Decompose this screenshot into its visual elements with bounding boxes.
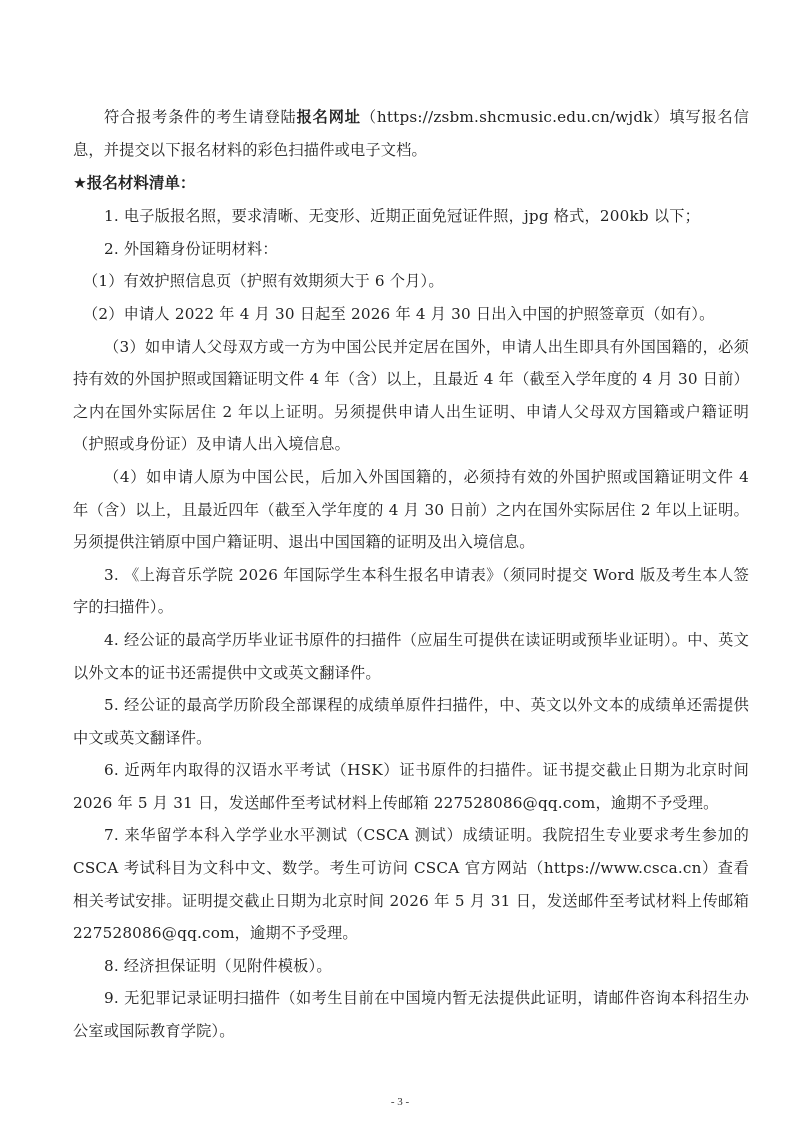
star-icon: ★ bbox=[73, 174, 87, 193]
list-item: 1. 电子版报名照，要求清晰、无变形、近期正面免冠证件照，jpg 格式，200kb 以下； bbox=[104, 207, 701, 226]
list-item: （1）有效护照信息页（护照有效期须大于 6 个月）。 bbox=[83, 272, 444, 291]
list-item: 8. 经济担保证明（见附件模板）。 bbox=[104, 956, 332, 975]
intro-prefix: 符合报考条件的考生请登陆 bbox=[104, 108, 297, 126]
intro-suffix: 填写报名信息，并提交以下报名材料的彩色扫描件或电子文档。 bbox=[73, 108, 749, 159]
list-item: 3. 《上海音乐学院 2026 年国际学生本科生报名申请表》（须同时提交 Word 版及考生本人签字的扫描件）。 bbox=[73, 565, 749, 617]
list-item: 4. 经公证的最高学历毕业证书原件的扫描件（应届生可提供在读证明或预毕业证明）。中、英文以外文本的证书还需提供中文或英文翻译件。 bbox=[73, 630, 749, 682]
intro-paragraph bbox=[73, 101, 749, 166]
heading-text: 报名材料清单： bbox=[86, 174, 196, 193]
registration-link-label[interactable]: 报名网址 bbox=[296, 108, 361, 126]
list-item: （4）如申请人原为中国公民，后加入外国国籍的，必须持有效的外国护照或国籍证明文件 4 年（含）以上，且最近四年（截至入学年度的 4 月 30 日前）之内在国外实际居住 2 年以上证明。另须提供注销原中国户籍证明、退出中国国籍的证明及出入境信息。 bbox=[73, 467, 749, 552]
list-item: （3）如申请人父母双方或一方为中国公民并定居在国外，申请人出生即具有外国国籍的，必须持有效的外国护照或国籍证明文件 4 年（含）以上，且最近 4 年（截至入学年度的 4 月 30 日前）之内在国外实际居住 2 年以上证明。另须提供申请人出生证明、申请人父母双方国籍或户籍证明（护照或身份证）及申请人出入境信息。 bbox=[73, 337, 749, 454]
list-item: 5. 经公证的最高学历阶段全部课程的成绩单原件扫描件，中、英文以外文本的成绩单还需提供中文或英文翻译件。 bbox=[73, 696, 749, 747]
list-item: 9. 无犯罪记录证明扫描件（如考生目前在中国境内暂无法提供此证明，请邮件咨询本科招生办公室或国际教育学院）。 bbox=[73, 989, 749, 1041]
registration-url[interactable]: （https://zsbm.shcmusic.edu.cn/wjdk） bbox=[360, 108, 670, 126]
list-item: 6. 近两年内取得的汉语水平考试（HSK）证书原件的扫描件。证书提交截止日期为北京时间 2026 年 5 月 31 日，发送邮件至考试材料上传邮箱 227528086@qq.com，逾期不予受理。 bbox=[73, 761, 749, 812]
list-item: 2. 外国籍身份证明材料： bbox=[104, 239, 278, 258]
page-number: - 3 - bbox=[390, 1096, 410, 1108]
materials-list-heading bbox=[73, 166, 749, 200]
document-body bbox=[73, 101, 749, 1048]
list-item: 7. 来华留学本科入学学业水平测试（CSCA 测试）成绩证明。我院招生专业要求考生参加的 CSCA 考试科目为文科中文、数学。考生可访问 CSCA 官方网站（https://www.csca.cn）查看相关考试安排。证明提交截止日期为北京时间 2026 年 5 月 31 日，发送邮件至考试材料上传邮箱 227528086@qq.com，逾期不予受理。 bbox=[73, 826, 749, 943]
list-item: （2）申请人 2022 年 4 月 30 日起至 2026 年 4 月 30 日出入中国的护照签章页（如有）。 bbox=[83, 304, 715, 323]
